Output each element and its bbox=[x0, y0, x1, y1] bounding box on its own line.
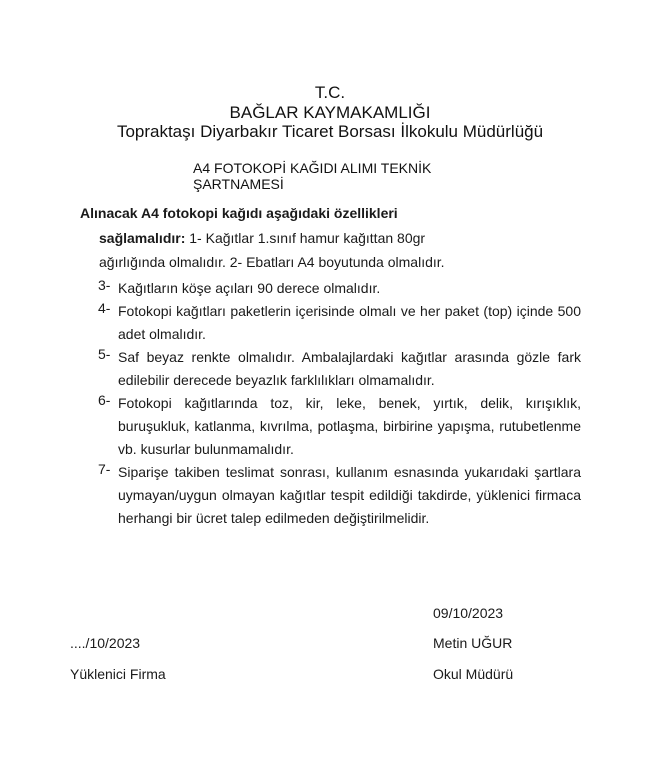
spec-item-3 bbox=[98, 277, 581, 300]
spec-item-6 bbox=[98, 392, 581, 461]
intro-line-1: Alınacak A4 fotokopi kağıdı aşağıdaki özellikleri bbox=[80, 205, 398, 221]
spec-item-4 bbox=[98, 300, 581, 346]
header-kaymakamlik: BAĞLAR KAYMAKAMLIĞI bbox=[229, 103, 431, 122]
spec-item-number: 3- bbox=[98, 277, 111, 293]
document-title-line2: ŞARTNAMESİ bbox=[193, 176, 284, 192]
spec-item-5 bbox=[98, 346, 581, 392]
intro-line-3: ağırlığında olmalıdır. 2- Ebatları A4 boyutunda olmalıdır. bbox=[99, 254, 445, 270]
principal-name: Metin UĞUR bbox=[433, 635, 513, 651]
document-title-line1: A4 FOTOKOPİ KAĞIDI ALIMI TEKNİK bbox=[193, 160, 432, 176]
spec-item-text: Fotokopi kağıtlarında toz, kir, leke, benek, yırtık, delik, kırışıklık, buruşukluk, katlanma, kıvrılma, potlaşma, birbirine yapışma, rutubetlenme vb. kusurlar bulunmamalıdır. bbox=[118, 395, 581, 457]
spec-item-number: 7- bbox=[98, 461, 111, 477]
contractor-date: ..../10/2023 bbox=[70, 635, 141, 651]
contractor-role: Yüklenici Firma bbox=[70, 666, 166, 682]
spec-item-text: Fotokopi kağıtları paketlerin içerisinde olmalı ve her paket (top) içinde 500 adet olmalıdır. bbox=[118, 303, 581, 342]
header-school: Topraktaşı Diyarbakır Ticaret Borsası İlkokulu Müdürlüğü bbox=[116, 122, 544, 141]
principal-role: Okul Müdürü bbox=[433, 666, 514, 682]
header-tc: T.C. bbox=[314, 83, 346, 102]
principal-date: 09/10/2023 bbox=[433, 605, 504, 621]
intro-item-1: 1- Kağıtlar 1.sınıf hamur kağıttan 80gr bbox=[185, 230, 426, 246]
spec-item-number: 6- bbox=[98, 392, 111, 408]
spec-item-text: Saf beyaz renkte olmalıdır. Ambalajlardaki kağıtlar arasında gözle fark edilebilir derecede beyazlık farklılıkları olmamalıdır. bbox=[118, 349, 581, 388]
spec-item-text: Kağıtların köşe açıları 90 derece olmalıdır. bbox=[118, 280, 381, 296]
spec-item-number: 4- bbox=[98, 300, 111, 316]
spec-item-7 bbox=[98, 461, 581, 530]
intro-bold-label: sağlamalıdır: bbox=[99, 230, 186, 246]
spec-item-text: Siparişe takiben teslimat sonrası, kullanım esnasında yukarıdaki şartlara uymayan/uygun olmayan kağıtlar tespit edildiği takdirde, yüklenici firmaca herhangi bir ücret talep edilmeden değiştirilmelidir. bbox=[118, 464, 581, 526]
spec-item-number: 5- bbox=[98, 346, 111, 362]
intro-line-2 bbox=[99, 230, 425, 246]
